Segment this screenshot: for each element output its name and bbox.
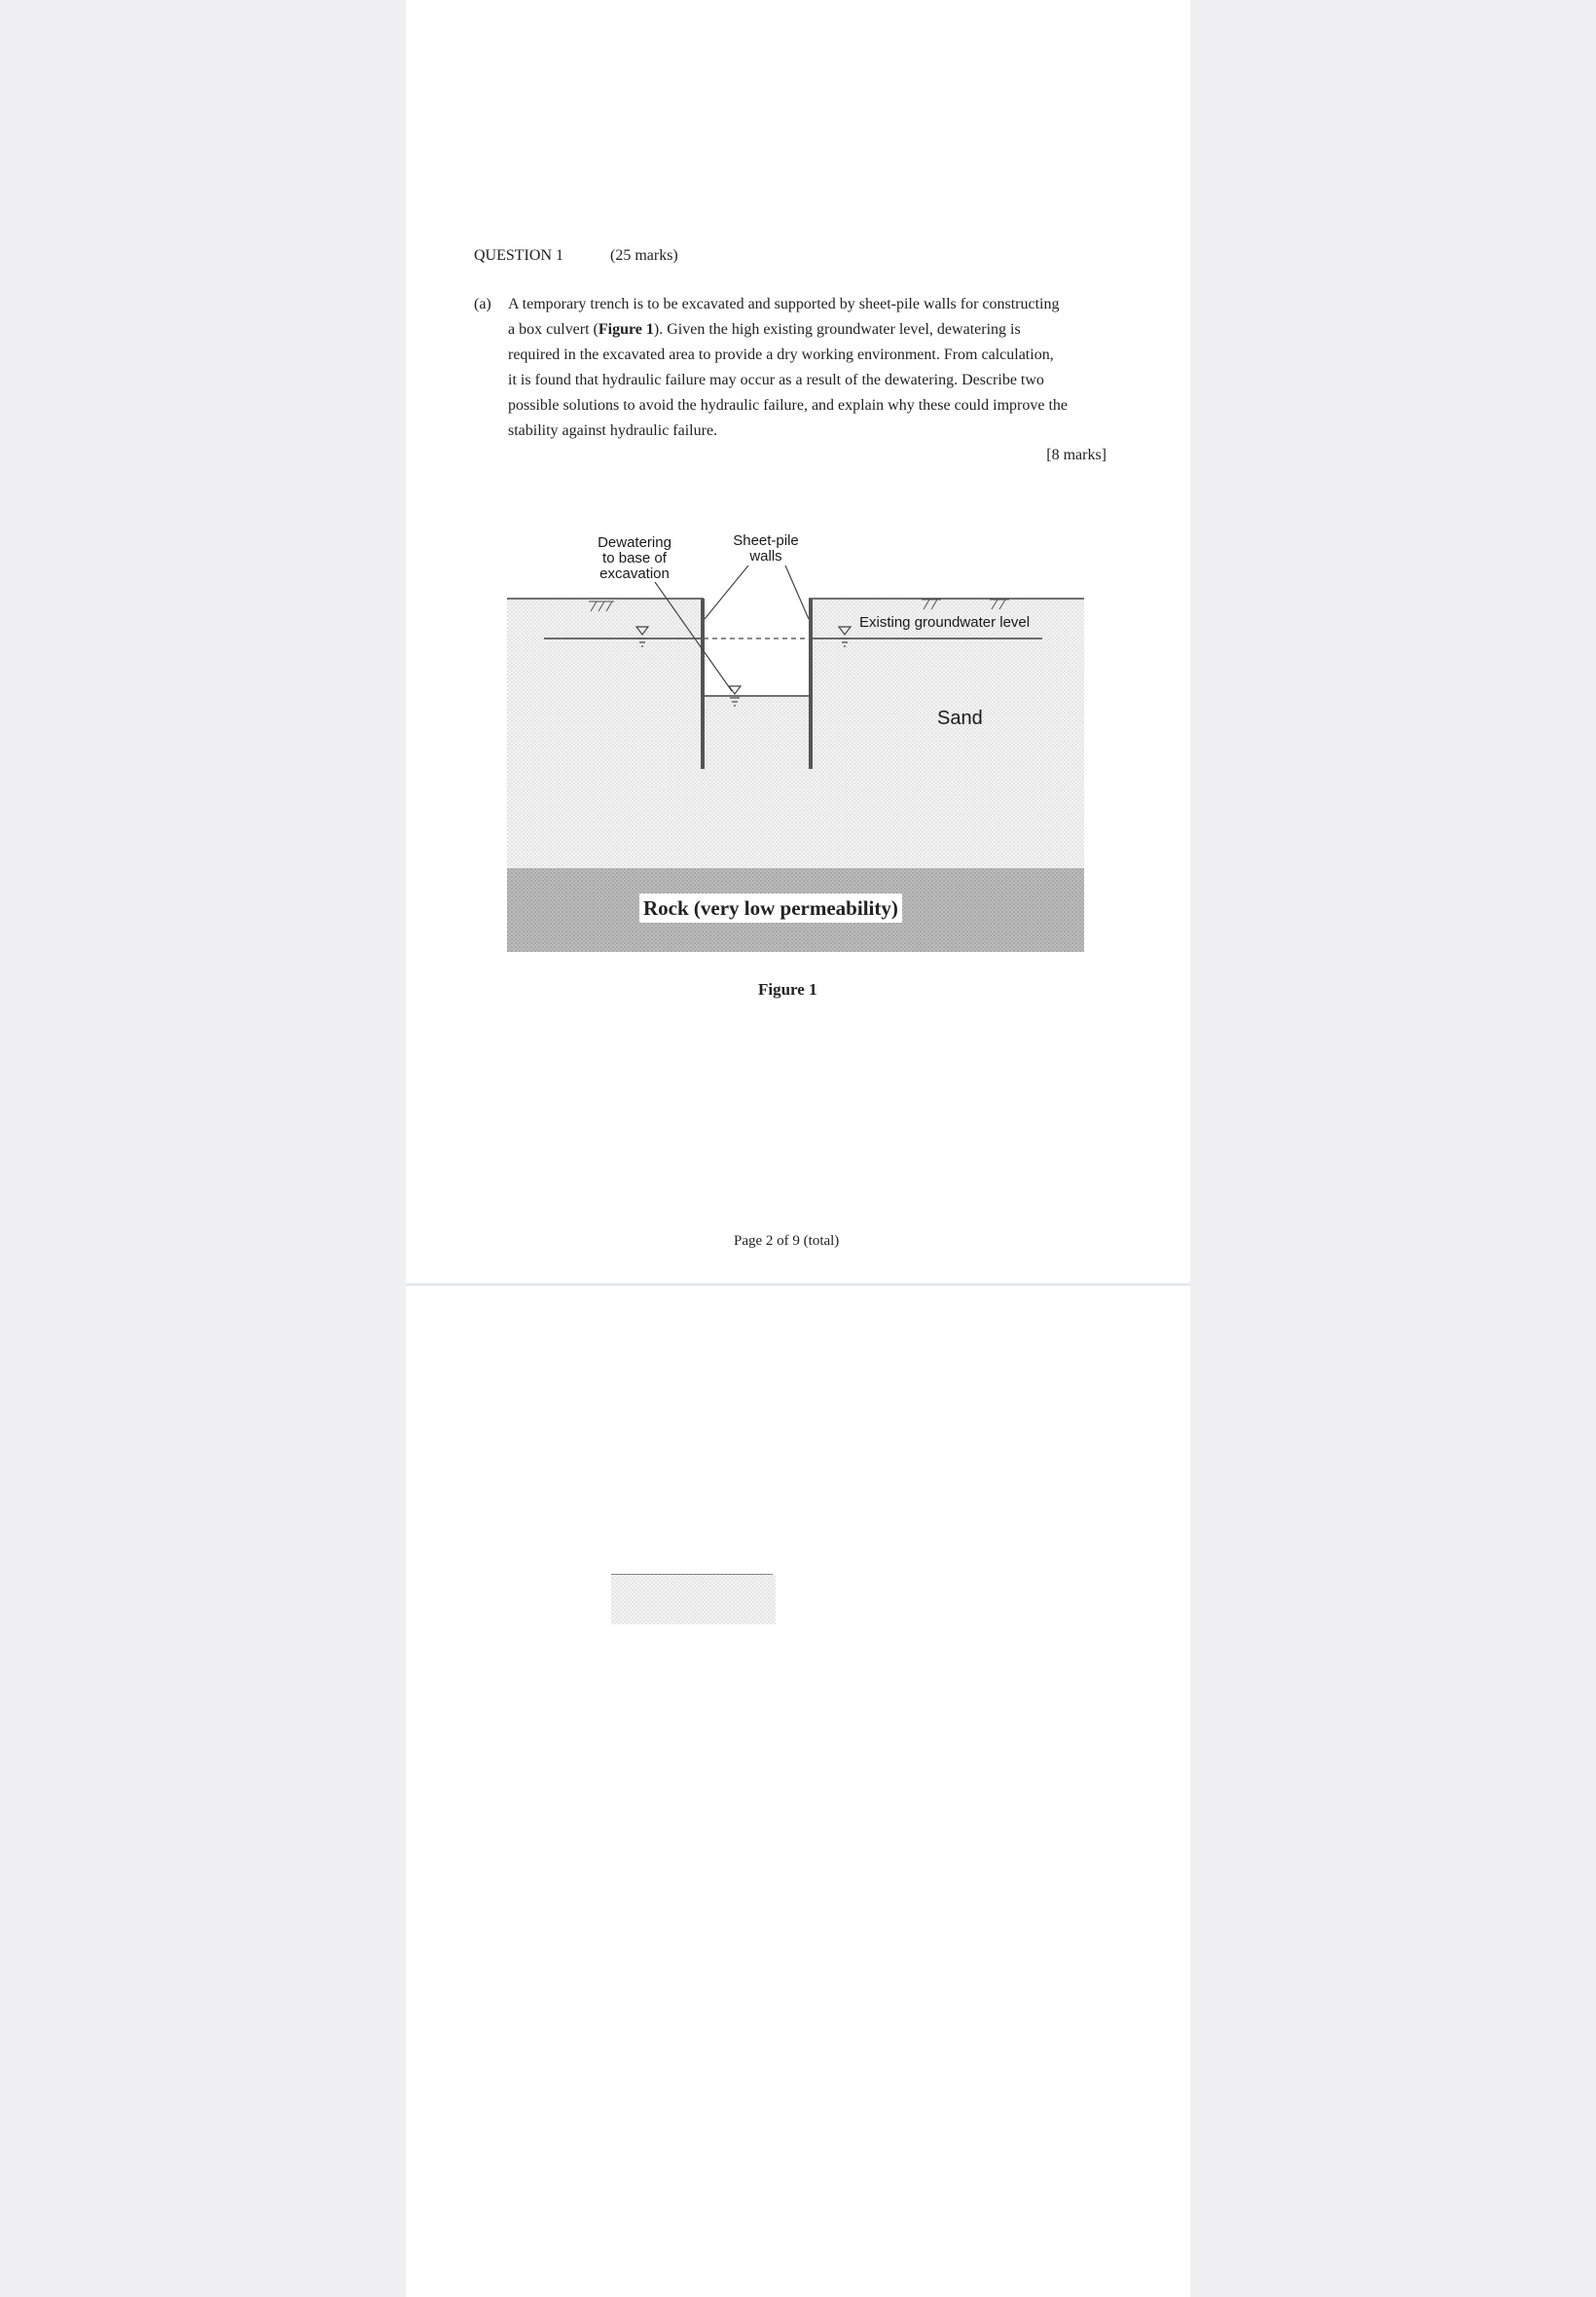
figure-1-caption: Figure 1 [758,980,817,999]
rock-label: Rock (very low permeability) [639,893,902,923]
question-title [474,243,678,269]
sand-label: Sand [937,708,983,729]
document-page-3 [406,1286,1190,2297]
part-a-text: A temporary trench is to be excavated and supported by sheet-pile walls for constructing a box culvert (Figure 1). Given the high existing groundwater level, dewatering is required in the excavated area to provide a dry working environment. From calculation, it is found that hydraulic failure may occur as a result of the dewatering. Describe two possible solutions to avoid the hydraulic failure, and explain why these could improve the stability against hydraulic failure. [508,296,1068,439]
figure-2-soil [406,1286,1190,2297]
question-marks: (25 marks) [610,247,678,264]
page-footer: Page 2 of 9 (total) [734,1233,840,1249]
part-a-label: (a) [474,296,491,312]
document-page-2 [406,0,1190,1283]
groundwater-label: Existing groundwater level [859,614,1031,631]
figure-1-diagram [406,0,1190,1283]
sheet-pile-label: Sheet-pile walls [733,532,799,565]
question-number: QUESTION 1 [474,247,563,264]
part-a-marks: [8 marks] [1046,447,1106,463]
dewatering-label: Dewatering to base of excavation [598,534,671,582]
